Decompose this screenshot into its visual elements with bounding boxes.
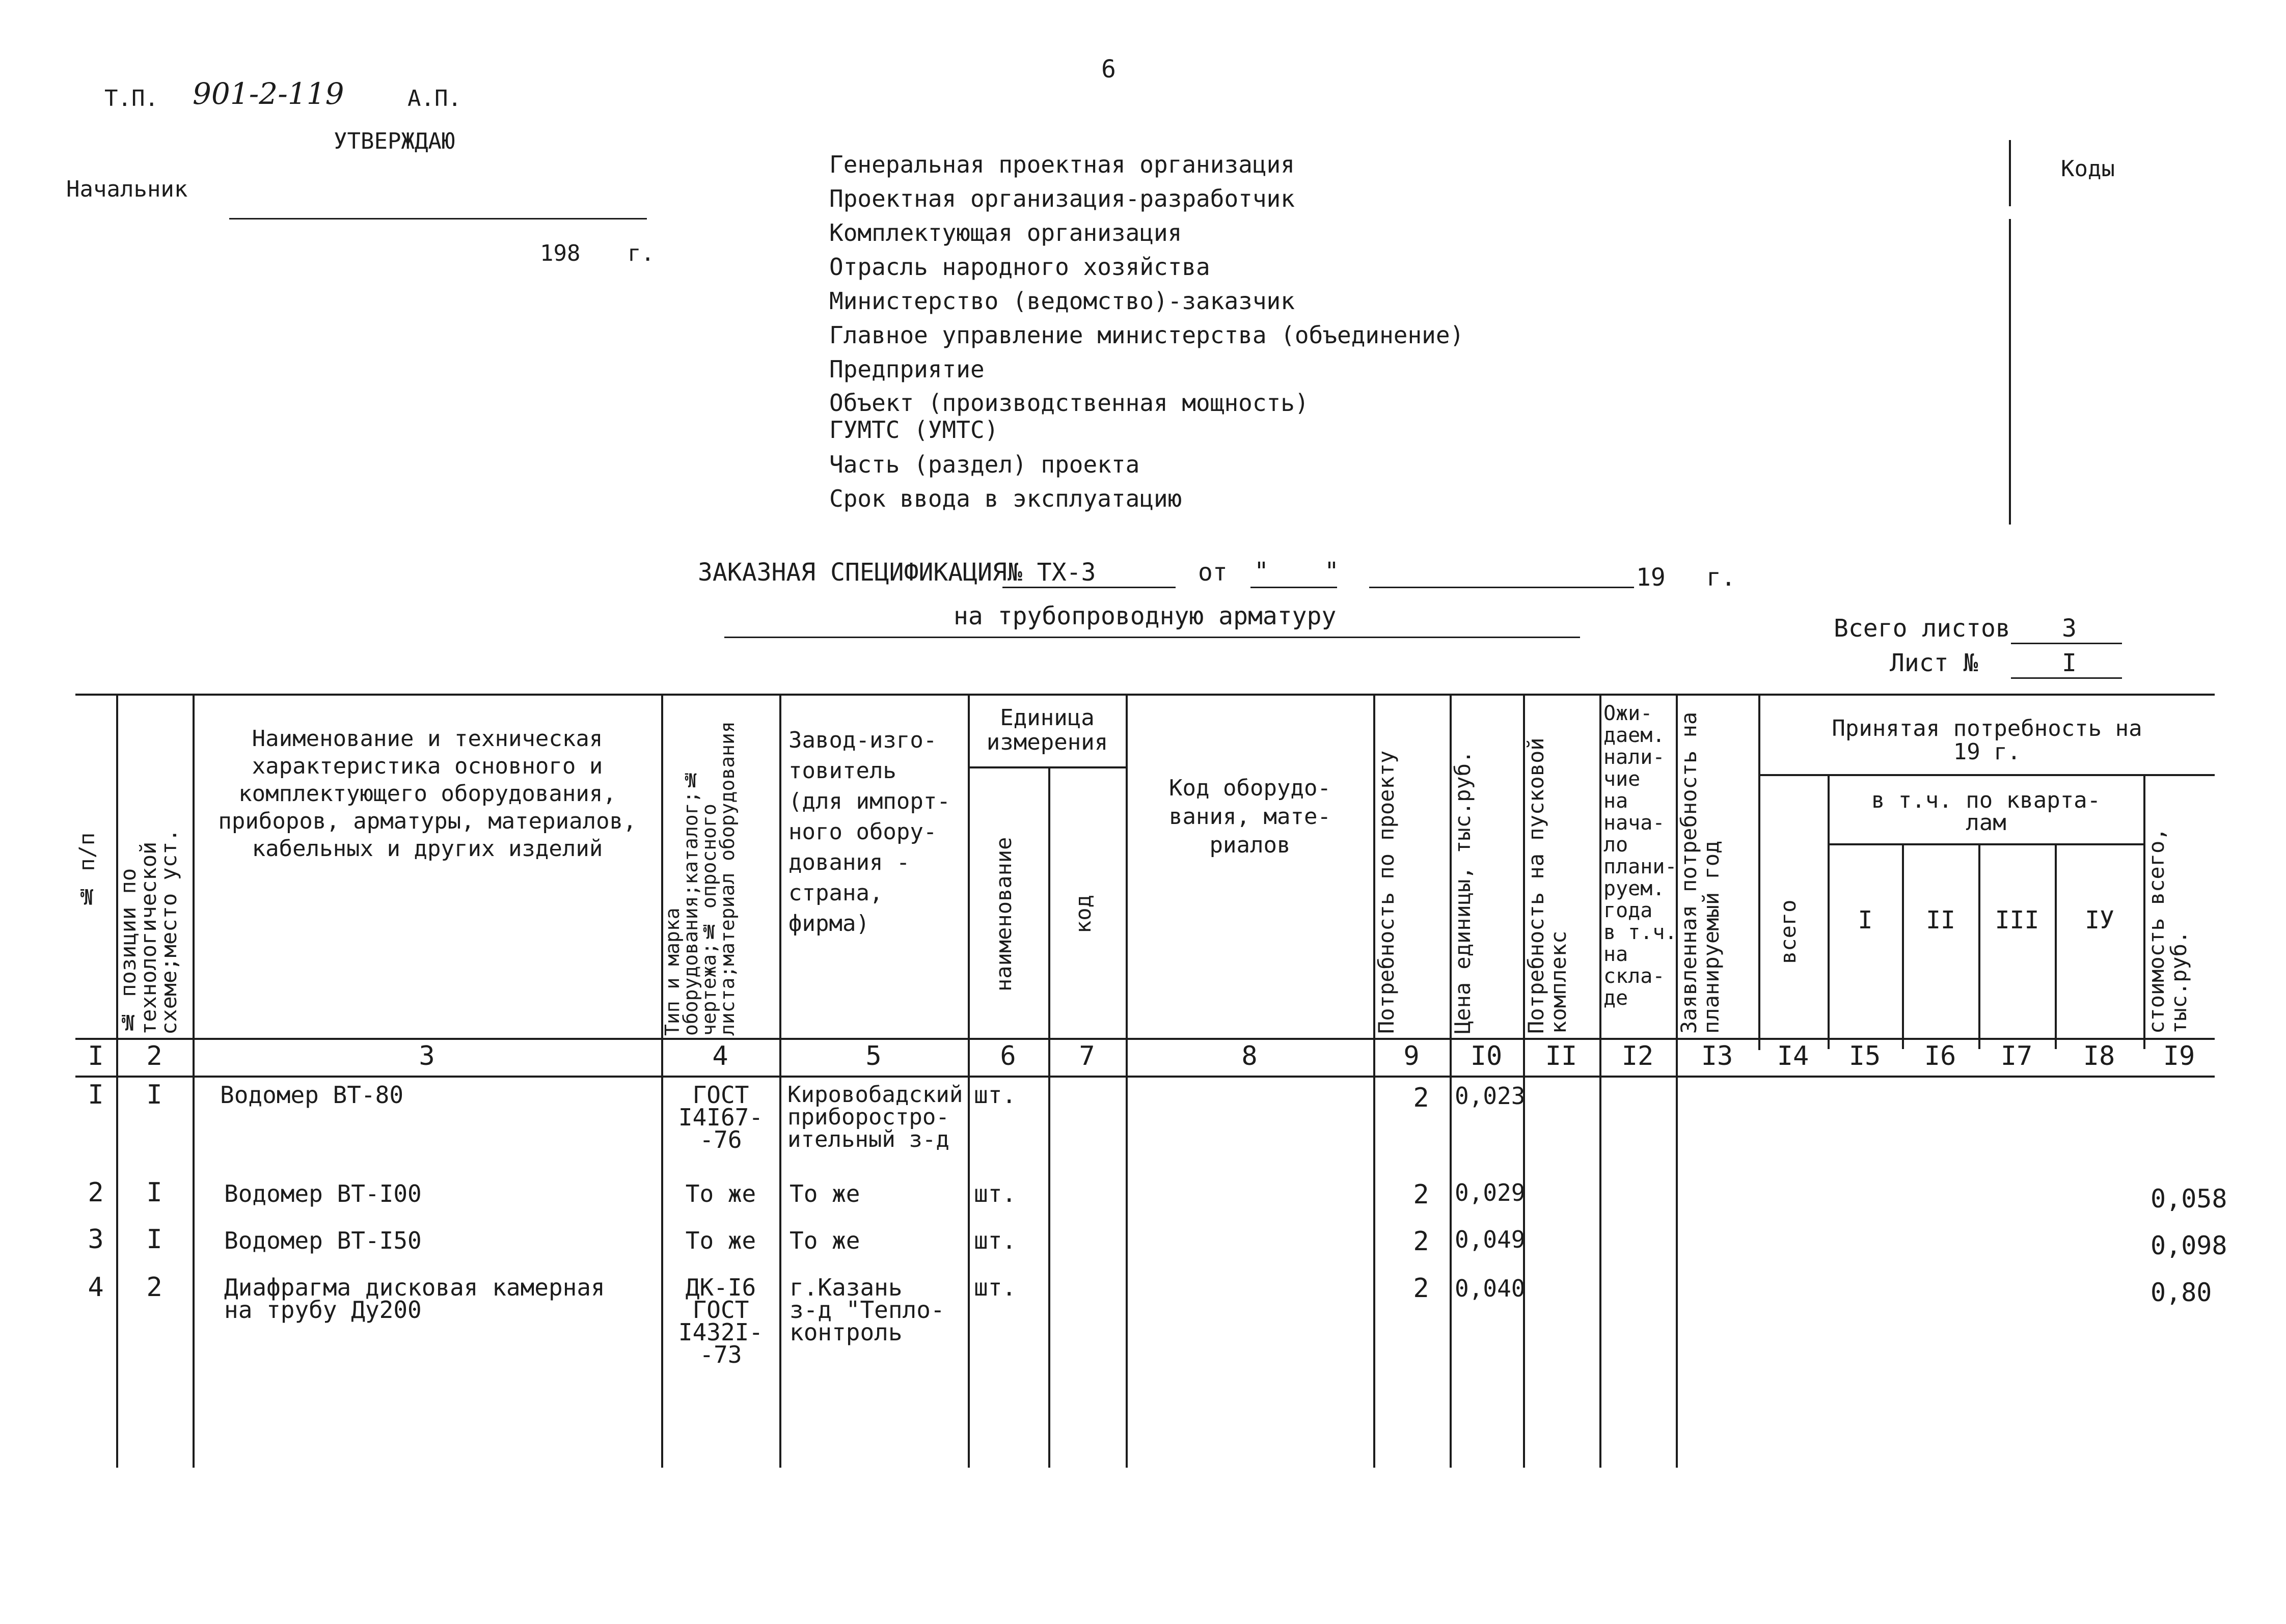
column-number: 9 [1403,1041,1420,1071]
sheet-underline [2011,677,2122,679]
row-type: ДК-I6 ГОСТ I432I- -73 [678,1274,764,1368]
row-cost: 0,098 [2151,1231,2227,1260]
row-type: То же [685,1227,756,1254]
total-sheets-underline [2011,643,2122,644]
spec-subject-underline [724,637,1580,638]
doc-ref-suffix: А.П. [407,86,461,112]
spec-from-label: от [1198,558,1228,587]
table-top-rule [75,694,2215,696]
header-total: всего [1776,899,1801,965]
spec-month-underline [1369,587,1634,588]
sheet-label: Лист № [1890,649,1978,677]
header-bottom-rule [75,1038,2215,1040]
header-row-number: № п/п [74,832,99,910]
column-number: 7 [1079,1041,1095,1071]
row-unit: шт. [974,1180,1017,1207]
row-price: 0,049 [1455,1226,1526,1253]
org-field: Объект (производственная мощность) [829,389,1309,417]
row-item-name: Водомер ВТ-80 [220,1081,404,1109]
header-quarter-2: II [1926,906,1955,934]
header-unit-name: наименование [991,837,1016,992]
header-quarter-3: III [1995,906,2039,934]
page-number: 6 [1101,55,1116,84]
spec-quote-open: " [1254,557,1269,586]
row-type: То же [685,1180,756,1207]
header-expected-stock: Ожи- даем. нали- чие на нача- ло плани- руем. года в т.ч. на скла- де [1603,702,1677,1010]
header-quarter-group: в т.ч. по кварта- лам [1871,787,2101,836]
column-number: I6 [1924,1041,1956,1071]
header-quarter-4: IУ [2085,906,2114,934]
organization-fields [829,148,1464,516]
column-number: I2 [1621,1041,1654,1071]
header-cost-total: стоимость всего, тыс.руб. [2144,828,2191,1034]
column-number: I [88,1041,104,1071]
spec-year: 19 [1636,563,1666,592]
org-field: Предприятие [829,355,985,383]
org-field: ГУМТС (УМТС) [829,416,999,444]
row-type: ГОСТ I4I67- -76 [678,1081,764,1153]
row-quantity: 2 [1413,1226,1429,1257]
col-border [1978,843,1980,1049]
column-number: 3 [419,1041,435,1071]
row-item-name: Диафрагма дисковая камерная на трубу Ду200 [224,1274,605,1324]
unit-group-rule [968,766,1126,768]
approval-signature-line [229,218,647,219]
column-number: 5 [865,1041,882,1071]
spec-title: ЗАКАЗНАЯ СПЕЦИФИКАЦИЯ [698,558,1007,587]
spec-subject: на трубопроводную арматуру [954,602,1337,630]
header-startup-need: Потребность на пусковой комплекс [1523,737,1571,1034]
column-number: I8 [2083,1041,2115,1071]
codes-divider-bottom [2009,219,2011,525]
column-number: 2 [146,1041,162,1071]
column-number: I4 [1777,1041,1809,1071]
row-position: I [146,1224,162,1255]
row-number: 2 [88,1177,104,1208]
approval-chief-label: Начальник [66,176,188,202]
approval-year-suffix: г. [628,240,655,266]
org-field: Генеральная проектная организация [829,151,1295,178]
header-accepted-group: Принятая потребность на 19 г. [1832,715,2142,765]
org-field: Срок ввода в эксплуатацию [829,485,1182,512]
spec-number-underline [1002,587,1176,588]
quarter-group-rule [1828,843,2143,845]
row-unit: шт. [974,1274,1017,1301]
org-field: Часть (раздел) проекта [829,451,1140,478]
org-field: Министерство (ведомство)-заказчик [829,287,1295,315]
org-field: Отрасль народного хозяйства [829,253,1210,281]
row-quantity: 2 [1413,1273,1429,1304]
org-field: Проектная организация-разработчик [829,185,1295,212]
sheet-value: I [2062,649,2077,677]
codes-divider-top [2009,140,2011,206]
row-number: I [88,1080,104,1110]
row-unit: шт. [974,1081,1017,1109]
row-manufacturer: г.Казань з-д "Тепло- контроль [790,1274,945,1346]
column-number: I7 [2000,1041,2033,1071]
header-unit-price: Цена единицы, тыс.руб. [1450,750,1475,1034]
col-border [2055,843,2057,1049]
row-price: 0,029 [1455,1179,1526,1206]
row-quantity: 2 [1413,1083,1429,1113]
spec-year-suffix: г. [1706,563,1736,592]
column-number: 6 [1000,1041,1016,1071]
row-quantity: 2 [1413,1179,1429,1210]
codes-label: Коды [2061,156,2115,182]
column-numbers-rule [75,1076,2215,1078]
row-price: 0,040 [1455,1275,1526,1302]
column-number: I0 [1470,1041,1503,1071]
row-manufacturer: То же [790,1227,860,1254]
row-number: 4 [88,1272,104,1303]
total-sheets-label: Всего листов [1834,614,2010,643]
approval-year: 198 [540,240,581,266]
row-manufacturer: То же [790,1180,860,1207]
col-border [1048,766,1050,1468]
doc-ref-prefix: Т.П. [104,86,158,112]
row-manufacturer: Кировобадский приборостро- ительный з-д [787,1082,963,1152]
row-position: 2 [146,1272,162,1303]
column-number: I3 [1701,1041,1733,1071]
column-number: 8 [1241,1041,1258,1071]
header-position: № позиции по технологической схеме;место уст. [116,829,181,1035]
accepted-group-rule [1758,774,2215,776]
total-sheets-value: 3 [2062,614,2077,643]
row-item-name: Водомер ВТ-I00 [224,1180,422,1207]
header-unit-code: код [1071,895,1096,933]
column-number: I5 [1848,1041,1881,1071]
spec-day-underline [1250,587,1337,588]
header-quarter-1: I [1858,906,1873,934]
row-unit: шт. [974,1227,1017,1254]
row-cost: 0,058 [2151,1184,2227,1214]
header-name: Наименование и техническая характеристика основного и комплектующего оборудования, приборов, арматуры, материалов, кабельных и других изделий [218,726,637,862]
column-number: II [1545,1041,1577,1071]
header-type-brand: Тип и марка оборудования;каталог;№ чертежа;№ опросного листа;материал оборудования [661,721,739,1036]
org-field: Главное управление министерства (объединение) [829,321,1464,349]
spec-number: № ТХ-3 [1008,558,1096,587]
header-unit-group: Единица измерения [986,705,1108,755]
spec-quote-close: " [1324,557,1339,586]
row-item-name: Водомер ВТ-I50 [224,1227,422,1254]
row-position: I [146,1080,162,1110]
header-equipment-code: Код оборудо- вания, мате- риалов [1169,775,1331,858]
column-number: I9 [2163,1041,2195,1071]
header-manufacturer: Завод-изго- товитель (для импорт- ного обору- дования - страна, фирма) [788,727,950,937]
doc-ref-handwritten-code: 901-2-119 [193,76,344,111]
column-number: 4 [712,1041,728,1071]
org-field: Комплектующая организация [829,219,1182,246]
row-price: 0,023 [1455,1082,1526,1110]
header-declared-need: Заявленная потребность на планируемый год [1676,711,1724,1034]
header-project-need: Потребность по проекту [1374,750,1399,1034]
approval-heading: УТВЕРЖДАЮ [334,128,455,154]
row-position: I [146,1177,162,1208]
row-number: 3 [88,1224,104,1255]
row-cost: 0,80 [2151,1278,2212,1307]
col-border [1599,694,1601,1468]
col-border [1902,843,1904,1049]
